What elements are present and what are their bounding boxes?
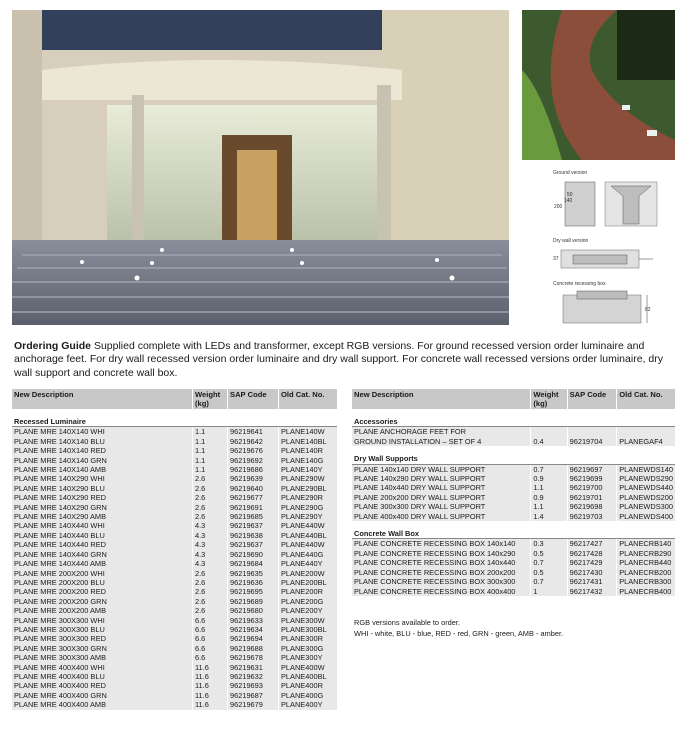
cell-old-cat-no: PLANEWDS440 — [617, 483, 675, 492]
group-heading-row — [12, 414, 337, 427]
cell-old-cat-no: PLANE440G — [279, 550, 338, 559]
cell-weight: 1.1 — [531, 502, 567, 511]
accessories-table — [352, 389, 675, 596]
cell-sap-code: 96219636 — [228, 578, 279, 587]
table-row — [12, 437, 337, 446]
col-old: Old Cat. No. — [617, 389, 675, 409]
cell-weight: 0.4 — [531, 437, 567, 446]
cell-description: PLANE CONCRETE RECESSING BOX 140x440 — [352, 558, 531, 567]
cell-weight: 2.6 — [193, 512, 228, 521]
cell-sap-code: 96217431 — [567, 577, 617, 586]
concrete-box-label: Concrete recessing box — [553, 281, 606, 287]
cell-weight: 2.6 — [193, 493, 228, 502]
cell-weight: 1 — [531, 587, 567, 596]
col-sap: SAP Code — [567, 389, 617, 409]
cell-weight: 11.6 — [193, 672, 228, 681]
cell-description: PLANE MRE 400X400 BLU — [12, 672, 193, 681]
cell-sap-code: 96219693 — [228, 681, 279, 690]
cell-old-cat-no: PLANE140G — [279, 456, 338, 465]
cell-sap-code: 96219697 — [567, 464, 617, 474]
col-description: New Description — [352, 389, 531, 409]
col-weight: Weight (kg) — [531, 389, 567, 409]
cell-description: PLANE MRE 140X440 AMB — [12, 559, 193, 568]
cell-sap-code: 96219639 — [228, 474, 279, 483]
cell-description: PLANE CONCRETE RECESSING BOX 400x400 — [352, 587, 531, 596]
cell-old-cat-no: PLANECRB140 — [617, 539, 675, 549]
cell-weight: 0.9 — [531, 474, 567, 483]
cell-old-cat-no: PLANEGAF4 — [617, 437, 675, 446]
cell-old-cat-no: PLANE440BL — [279, 531, 338, 540]
cell-sap-code: 96219688 — [228, 644, 279, 653]
note-colour-key: WHI - white, BLU - blue, RED - red, GRN - green, AMB - amber. — [354, 629, 564, 638]
table-row — [352, 558, 675, 567]
cell-description: PLANE 140x140 DRY WALL SUPPORT — [352, 464, 531, 474]
cell-old-cat-no: PLANECRB200 — [617, 568, 675, 577]
table-row — [12, 597, 337, 606]
table-row — [12, 427, 337, 437]
cell-sap-code: 96219689 — [228, 597, 279, 606]
cell-sap-code: 96217432 — [567, 587, 617, 596]
cell-old-cat-no: PLANEWDS290 — [617, 474, 675, 483]
ordering-guide-heading: Ordering Guide — [14, 340, 92, 352]
cell-weight: 0.7 — [531, 558, 567, 567]
table-row — [12, 663, 337, 672]
cell-sap-code: 96219637 — [228, 521, 279, 530]
cell-sap-code: 96219632 — [228, 672, 279, 681]
cell-old-cat-no: PLANE300BL — [279, 625, 338, 634]
table-row — [12, 484, 337, 493]
table-row — [12, 493, 337, 502]
group-heading-row — [352, 451, 675, 464]
cell-sap-code: 96219692 — [228, 456, 279, 465]
cell-sap-code: 96219677 — [228, 493, 279, 502]
dry-wall-version-label: Dry wall version — [553, 238, 589, 244]
table-row — [12, 540, 337, 549]
cell-old-cat-no: PLANE290BL — [279, 484, 338, 493]
cell-weight: 4.3 — [193, 550, 228, 559]
cell-description: PLANE MRE 140X440 WHI — [12, 521, 193, 530]
group-heading-row — [352, 414, 675, 427]
table-row — [12, 569, 337, 578]
table-row — [12, 456, 337, 465]
ground-dim-140: 140 — [564, 198, 573, 204]
cell-weight: 6.6 — [193, 616, 228, 625]
cell-weight: 2.6 — [193, 474, 228, 483]
table-row — [12, 531, 337, 540]
cell-sap-code: 96219685 — [228, 512, 279, 521]
cell-old-cat-no: PLANECRB300 — [617, 577, 675, 586]
table-row — [352, 464, 675, 474]
cell-description: PLANE MRE 140X440 BLU — [12, 531, 193, 540]
cell-description: PLANE MRE 300X300 AMB — [12, 653, 193, 662]
cell-description: PLANE MRE 400X400 AMB — [12, 700, 193, 709]
cell-weight: 1.1 — [193, 437, 228, 446]
cell-weight: 4.3 — [193, 540, 228, 549]
recessed-luminaire-table — [12, 389, 337, 710]
cell-description: PLANE MRE 140X140 BLU — [12, 437, 193, 446]
cell-sap-code: 96219631 — [228, 663, 279, 672]
cell-weight: 4.3 — [193, 531, 228, 540]
cell-old-cat-no: PLANE300R — [279, 634, 338, 643]
cell-weight: 2.6 — [193, 597, 228, 606]
cell-weight — [531, 427, 567, 437]
cell-sap-code: 96219694 — [228, 634, 279, 643]
table-row — [12, 625, 337, 634]
cell-description: PLANE MRE 140X290 WHI — [12, 474, 193, 483]
cell-old-cat-no: PLANE200R — [279, 587, 338, 596]
cell-weight: 2.6 — [193, 569, 228, 578]
table-row — [12, 465, 337, 474]
cell-old-cat-no: PLANE440Y — [279, 559, 338, 568]
ordering-guide-text: Supplied complete with LEDs and transformer, except RGB versions. For ground recessed version order luminaire and anchorage feet. For dry wall recessed version order luminaire and dry wall support. For concrete wall recessed versions order luminaire, dry wall support and concrete wall box. — [14, 340, 663, 379]
cell-description: PLANE MRE 140X140 AMB — [12, 465, 193, 474]
cell-weight: 1.4 — [531, 512, 567, 521]
cell-old-cat-no: PLANE200W — [279, 569, 338, 578]
table-row — [12, 634, 337, 643]
table-row — [12, 691, 337, 700]
cell-weight: 0.9 — [531, 493, 567, 502]
cell-weight: 6.6 — [193, 625, 228, 634]
cell-sap-code: 96219691 — [228, 503, 279, 512]
cell-sap-code: 96219641 — [228, 427, 279, 437]
cell-description: PLANE MRE 400X400 WHI — [12, 663, 193, 672]
note-rgb: RGB versions available to order. — [354, 618, 460, 627]
cell-weight: 11.6 — [193, 691, 228, 700]
cell-old-cat-no: PLANE140BL — [279, 437, 338, 446]
table-row — [352, 427, 675, 437]
cell-description: PLANE MRE 140X290 BLU — [12, 484, 193, 493]
table-row — [12, 521, 337, 530]
cell-weight: 1.1 — [193, 465, 228, 474]
col-sap: SAP Code — [228, 389, 279, 409]
cell-sap-code: 96219642 — [228, 437, 279, 446]
dry-dim-37: 37 — [553, 256, 559, 262]
building-entrance-photo — [12, 10, 509, 325]
cell-sap-code: 96219701 — [567, 493, 617, 502]
table-row — [352, 474, 675, 483]
cell-old-cat-no: PLANE300G — [279, 644, 338, 653]
table-row — [12, 616, 337, 625]
cell-old-cat-no: PLANE200BL — [279, 578, 338, 587]
table-row — [12, 672, 337, 681]
cell-description: PLANE MRE 140X140 GRN — [12, 456, 193, 465]
table-row — [352, 539, 675, 549]
cell-description: PLANE 140x440 DRY WALL SUPPORT — [352, 483, 531, 492]
cell-old-cat-no: PLANE400BL — [279, 672, 338, 681]
cell-weight: 0.3 — [531, 539, 567, 549]
cell-sap-code: 96219635 — [228, 569, 279, 578]
cell-weight: 6.6 — [193, 653, 228, 662]
table-row — [352, 587, 675, 596]
table-row — [12, 474, 337, 483]
cell-description: PLANE CONCRETE RECESSING BOX 300x300 — [352, 577, 531, 586]
cell-description: PLANE MRE 400X400 RED — [12, 681, 193, 690]
cell-weight: 2.6 — [193, 606, 228, 615]
cell-weight: 0.7 — [531, 577, 567, 586]
cell-description: PLANE MRE 200X200 AMB — [12, 606, 193, 615]
col-description: New Description — [12, 389, 193, 409]
cell-weight: 0.5 — [531, 549, 567, 558]
cell-old-cat-no: PLANE400R — [279, 681, 338, 690]
cell-description: PLANE MRE 400X400 GRN — [12, 691, 193, 700]
cell-old-cat-no: PLANE300Y — [279, 653, 338, 662]
cell-weight: 1.1 — [531, 483, 567, 492]
table-row — [12, 559, 337, 568]
cell-old-cat-no: PLANE200Y — [279, 606, 338, 615]
cell-old-cat-no: PLANE290Y — [279, 512, 338, 521]
table-header-row — [12, 389, 337, 409]
cell-old-cat-no — [617, 427, 675, 437]
cell-old-cat-no: PLANE400Y — [279, 700, 338, 709]
group-heading: Concrete Wall Box — [352, 526, 675, 539]
concrete-box-diagram — [553, 281, 675, 331]
cell-description: PLANE MRE 200X200 BLU — [12, 578, 193, 587]
cell-description: PLANE MRE 200X200 GRN — [12, 597, 193, 606]
cell-weight: 4.3 — [193, 521, 228, 530]
cell-sap-code: 96219698 — [567, 502, 617, 511]
cell-weight: 0.7 — [531, 464, 567, 474]
table-row — [12, 578, 337, 587]
cell-sap-code: 96219640 — [228, 484, 279, 493]
table-row — [12, 503, 337, 512]
cell-description: PLANE MRE 140X440 GRN — [12, 550, 193, 559]
cell-sap-code: 96219678 — [228, 653, 279, 662]
cell-old-cat-no: PLANE300W — [279, 616, 338, 625]
cell-description: PLANE CONCRETE RECESSING BOX 200x200 — [352, 568, 531, 577]
dry-wall-version-diagram — [553, 238, 675, 278]
cell-description: PLANE MRE 140X290 AMB — [12, 512, 193, 521]
cell-description: GROUND INSTALLATION – SET OF 4 — [352, 437, 531, 446]
cell-sap-code: 96219684 — [228, 559, 279, 568]
cell-sap-code: 96219687 — [228, 691, 279, 700]
cell-weight: 2.6 — [193, 484, 228, 493]
cell-sap-code: 96219703 — [567, 512, 617, 521]
cell-sap-code: 96219686 — [228, 465, 279, 474]
cell-description: PLANE MRE 300X300 BLU — [12, 625, 193, 634]
cell-old-cat-no: PLANE140R — [279, 446, 338, 455]
group-heading: Dry Wall Supports — [352, 451, 675, 464]
col-old: Old Cat. No. — [279, 389, 338, 409]
cell-sap-code: 96219637 — [228, 540, 279, 549]
cell-sap-code: 96219679 — [228, 700, 279, 709]
cell-description: PLANE MRE 200X200 RED — [12, 587, 193, 596]
ground-dim-200: 200 — [554, 204, 563, 210]
table-row — [12, 550, 337, 559]
cell-sap-code: 96219700 — [567, 483, 617, 492]
table-row — [12, 644, 337, 653]
cell-weight: 6.6 — [193, 644, 228, 653]
cell-old-cat-no: PLANEWDS300 — [617, 502, 675, 511]
cell-old-cat-no: PLANE290R — [279, 493, 338, 502]
cell-weight: 2.6 — [193, 587, 228, 596]
table-row — [352, 483, 675, 492]
cell-description: PLANE CONCRETE RECESSING BOX 140x290 — [352, 549, 531, 558]
cell-description: PLANE MRE 140X140 WHI — [12, 427, 193, 437]
cell-sap-code: 96217427 — [567, 539, 617, 549]
cell-old-cat-no: PLANE290G — [279, 503, 338, 512]
table-row — [12, 512, 337, 521]
cell-description: PLANE MRE 140X290 GRN — [12, 503, 193, 512]
cell-description: PLANE 300x300 DRY WALL SUPPORT — [352, 502, 531, 511]
cell-sap-code: 96217428 — [567, 549, 617, 558]
cell-weight: 1.1 — [193, 427, 228, 437]
table-row — [12, 446, 337, 455]
cell-old-cat-no: PLANE440W — [279, 521, 338, 530]
cell-old-cat-no: PLANECRB440 — [617, 558, 675, 567]
cell-weight: 4.3 — [193, 559, 228, 568]
cell-sap-code: 96219704 — [567, 437, 617, 446]
cell-sap-code: 96219695 — [228, 587, 279, 596]
table-row — [12, 653, 337, 662]
cell-weight: 2.6 — [193, 503, 228, 512]
cell-old-cat-no: PLANEWDS400 — [617, 512, 675, 521]
cell-sap-code: 96217430 — [567, 568, 617, 577]
cell-old-cat-no: PLANE290W — [279, 474, 338, 483]
cell-old-cat-no: PLANE140Y — [279, 465, 338, 474]
cell-description: PLANE MRE 300X300 RED — [12, 634, 193, 643]
cell-old-cat-no: PLANE440W — [279, 540, 338, 549]
cell-description: PLANE MRE 140X290 RED — [12, 493, 193, 502]
ground-version-diagram — [553, 170, 675, 232]
cell-sap-code: 96217429 — [567, 558, 617, 567]
cell-sap-code — [567, 427, 617, 437]
table-row — [352, 502, 675, 511]
cell-old-cat-no: PLANE400W — [279, 663, 338, 672]
table-row — [352, 549, 675, 558]
ground-version-label: Ground version — [553, 170, 588, 176]
cell-old-cat-no: PLANE400G — [279, 691, 338, 700]
cell-old-cat-no: PLANECRB290 — [617, 549, 675, 558]
cell-sap-code: 96219638 — [228, 531, 279, 540]
ordering-guide-intro — [14, 340, 674, 380]
cell-old-cat-no: PLANEWDS140 — [617, 464, 675, 474]
table-row — [352, 512, 675, 521]
cell-weight: 2.6 — [193, 578, 228, 587]
table-row — [12, 700, 337, 709]
cell-old-cat-no: PLANECRB400 — [617, 587, 675, 596]
table-row — [352, 577, 675, 586]
cell-description: PLANE MRE 140X140 RED — [12, 446, 193, 455]
table-row — [12, 606, 337, 615]
cell-sap-code: 96219680 — [228, 606, 279, 615]
cell-weight: 6.6 — [193, 634, 228, 643]
col-weight: Weight (kg) — [193, 389, 228, 409]
cell-description: PLANE 400x400 DRY WALL SUPPORT — [352, 512, 531, 521]
cell-weight: 0.5 — [531, 568, 567, 577]
notes — [354, 617, 563, 639]
cell-sap-code: 96219634 — [228, 625, 279, 634]
ground-dim-50: 50 — [567, 192, 573, 198]
cell-description: PLANE 140x290 DRY WALL SUPPORT — [352, 474, 531, 483]
cell-old-cat-no: PLANE200G — [279, 597, 338, 606]
cell-old-cat-no: PLANEWDS200 — [617, 493, 675, 502]
cell-sap-code: 96219633 — [228, 616, 279, 625]
cell-description: PLANE MRE 300X300 WHI — [12, 616, 193, 625]
cell-description: PLANE MRE 200X200 WHI — [12, 569, 193, 578]
cell-description: PLANE CONCRETE RECESSING BOX 140x140 — [352, 539, 531, 549]
table-header-row — [352, 389, 675, 409]
cell-weight: 11.6 — [193, 700, 228, 709]
group-heading-row — [352, 526, 675, 539]
cell-weight: 1.1 — [193, 446, 228, 455]
cell-sap-code: 96219699 — [567, 474, 617, 483]
table-row — [12, 681, 337, 690]
cell-weight: 11.6 — [193, 681, 228, 690]
table-row — [352, 437, 675, 446]
cell-description: PLANE 200x200 DRY WALL SUPPORT — [352, 493, 531, 502]
pathway-photo — [522, 10, 675, 160]
cell-sap-code: 96219676 — [228, 446, 279, 455]
cell-description: PLANE MRE 300X300 GRN — [12, 644, 193, 653]
concrete-dim-82: 82 — [645, 307, 651, 313]
group-heading: Recessed Luminaire — [12, 414, 337, 427]
cell-description: PLANE MRE 140X440 RED — [12, 540, 193, 549]
cell-weight: 11.6 — [193, 663, 228, 672]
cell-sap-code: 96219690 — [228, 550, 279, 559]
cell-old-cat-no: PLANE140W — [279, 427, 338, 437]
table-row — [12, 587, 337, 596]
table-row — [352, 493, 675, 502]
table-row — [352, 568, 675, 577]
cell-weight: 1.1 — [193, 456, 228, 465]
group-heading: Accessories — [352, 414, 675, 427]
cell-description: PLANE ANCHORAGE FEET FOR — [352, 427, 531, 437]
